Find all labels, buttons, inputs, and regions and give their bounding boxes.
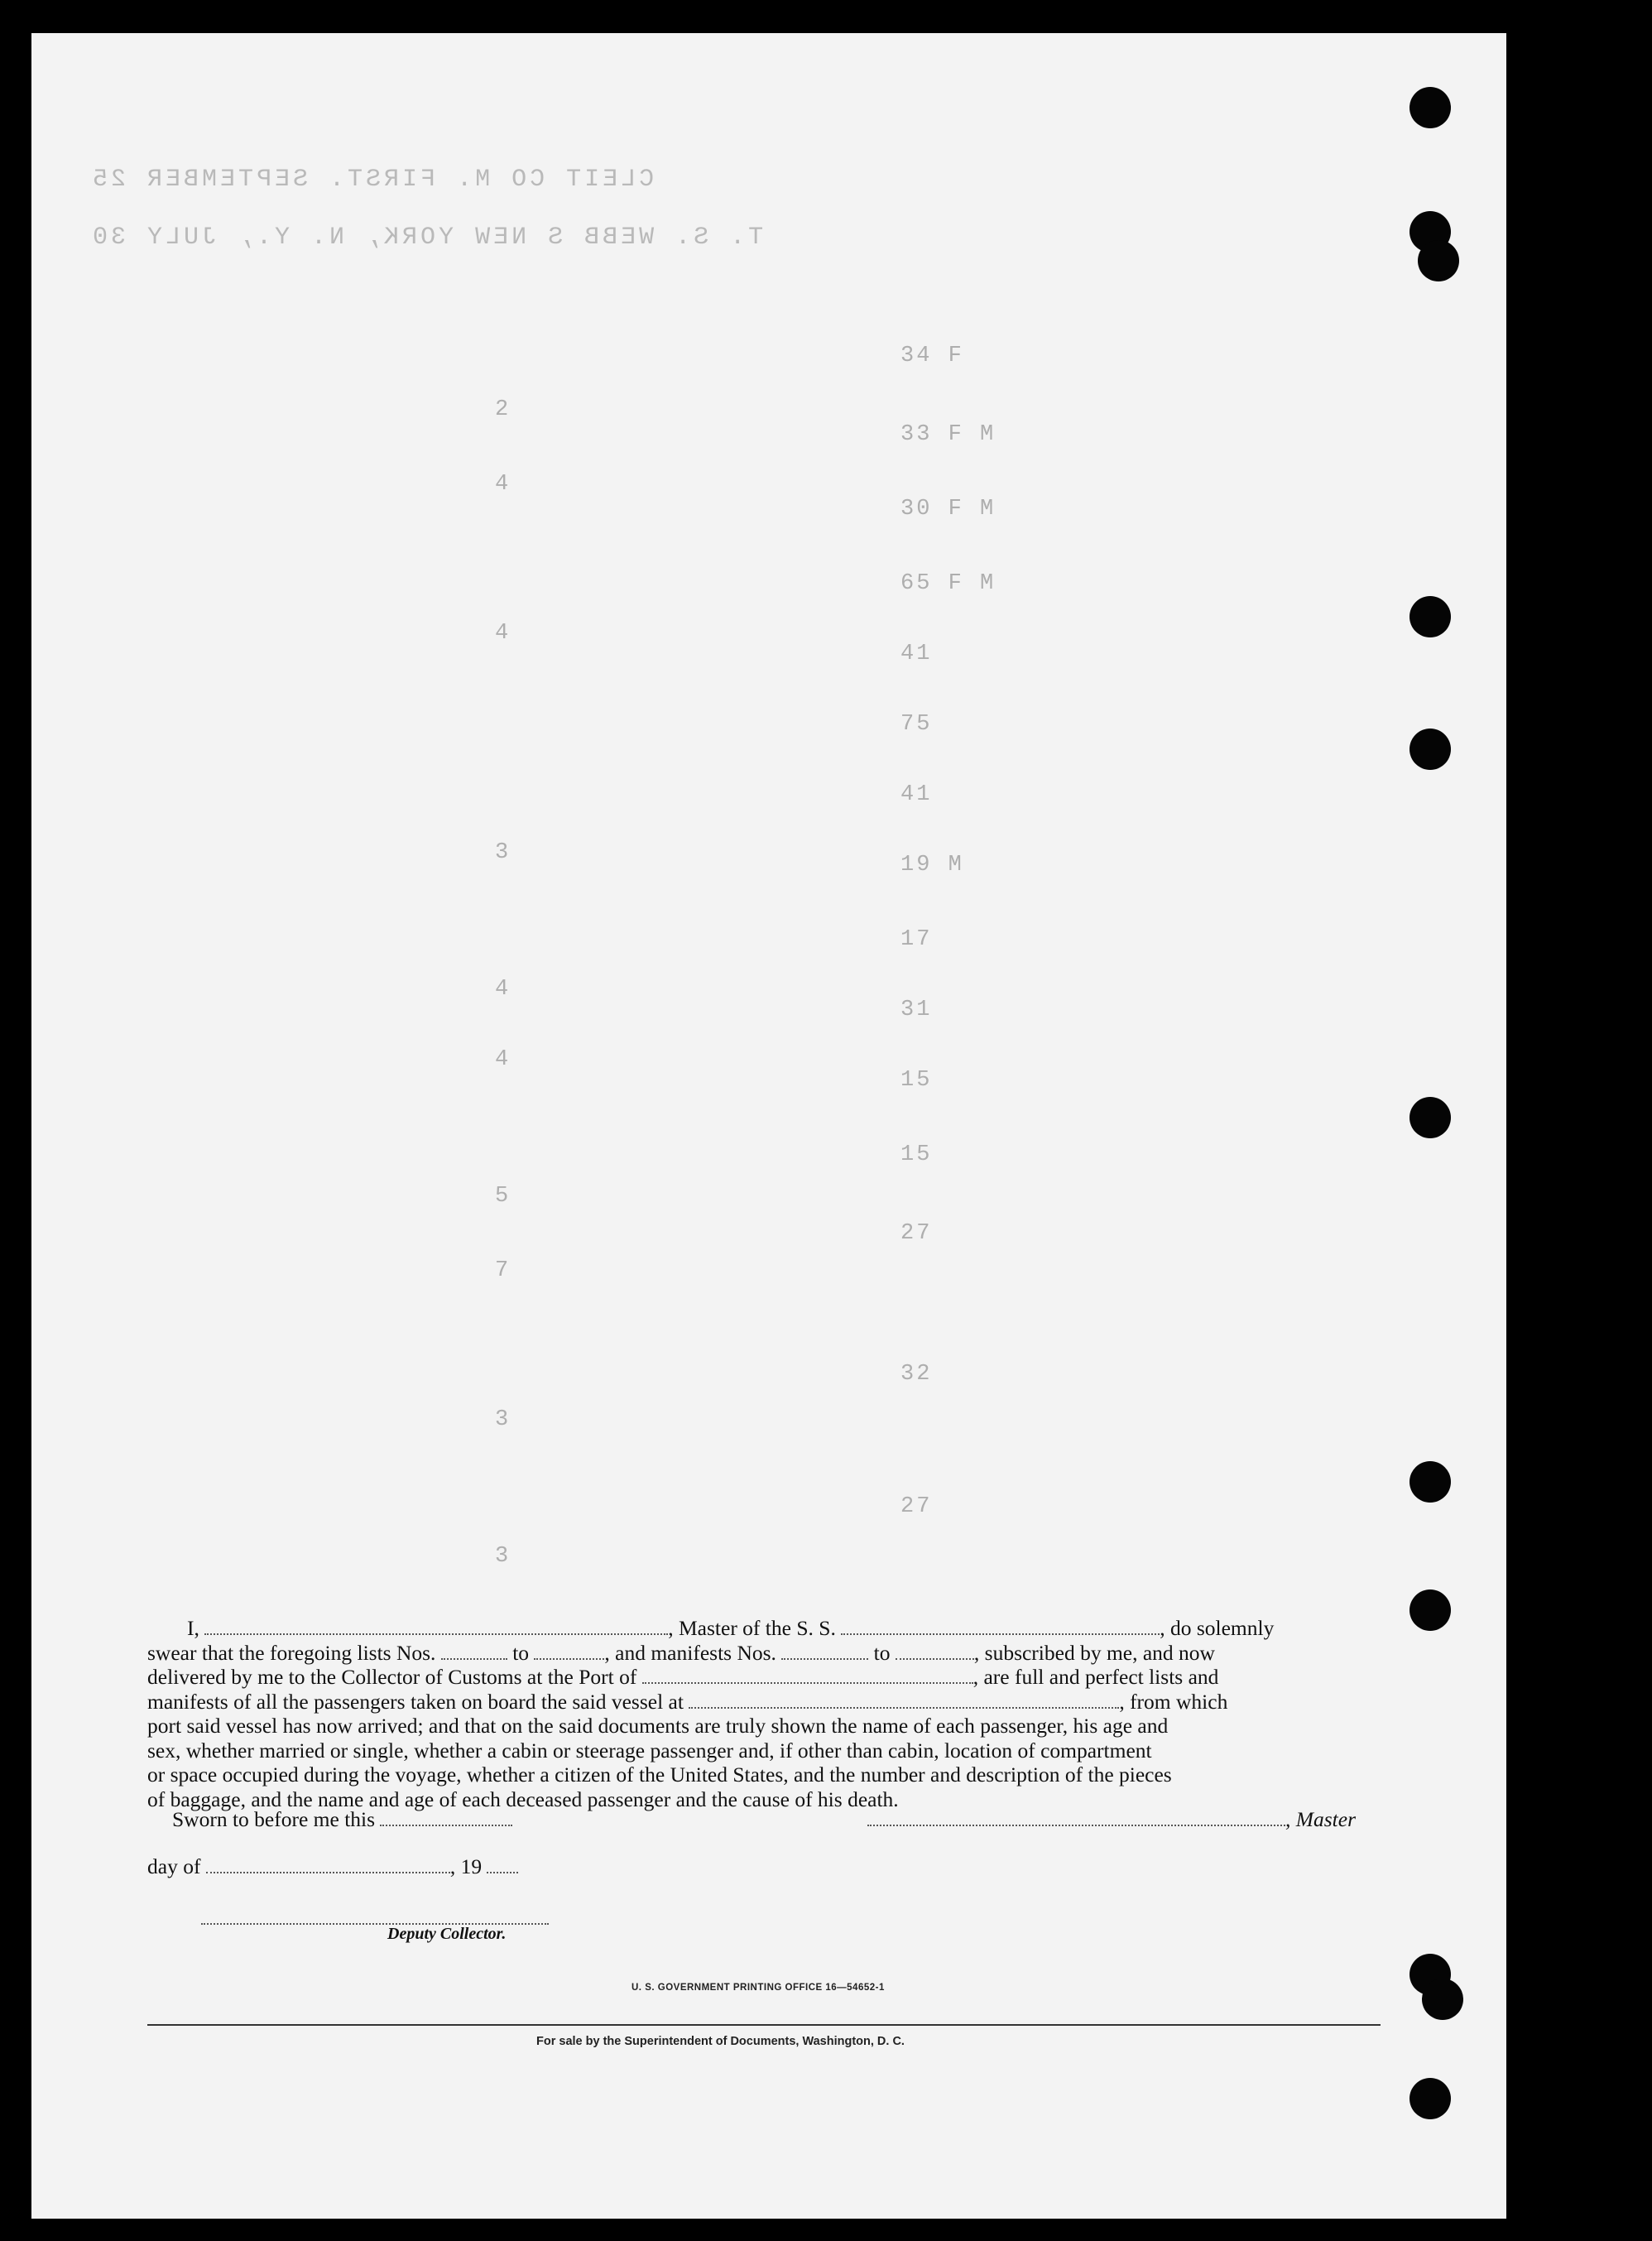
oath-text: , and manifests Nos. — [604, 1640, 776, 1665]
punch-hole — [1409, 1097, 1451, 1138]
bleed-through-age-sex: 41 — [900, 782, 933, 807]
bleed-through-line-number: 4 — [495, 1047, 511, 1072]
sworn-date-field[interactable] — [380, 1825, 512, 1826]
punch-hole — [1409, 1589, 1451, 1631]
master-signature-line — [867, 1807, 1356, 1832]
oath-line — [147, 1641, 1414, 1666]
bleed-through-line-number: 7 — [495, 1258, 511, 1283]
year-field[interactable] — [487, 1872, 518, 1873]
departure-port-field[interactable] — [689, 1707, 1119, 1709]
punch-hole — [1409, 596, 1451, 637]
bleed-through-line-number: 3 — [495, 840, 511, 865]
bleed-through-age-sex: 15 — [900, 1068, 933, 1093]
bleed-through-age-sex: 17 — [900, 927, 933, 952]
bleed-through-age-sex: 75 — [900, 712, 933, 737]
master-signature-field[interactable] — [867, 1825, 1285, 1826]
sworn-label: Sworn to before me this — [172, 1807, 376, 1831]
bleed-through-header-2: T. S. WEBB S NEW YORK, N. Y., JULY 30 — [89, 224, 764, 252]
oath-text: delivered by me to the Collector of Customs at the Port of — [147, 1665, 637, 1689]
day-of-line — [147, 1854, 518, 1879]
bleed-through-age-sex: 15 — [900, 1142, 933, 1167]
oath-text: to — [873, 1640, 891, 1665]
punch-hole — [1422, 1979, 1463, 2020]
oath-text: , from which — [1119, 1689, 1228, 1714]
punch-hole — [1409, 87, 1451, 128]
deputy-collector-label: Deputy Collector. — [387, 1925, 507, 1943]
footer-rule — [147, 2024, 1381, 2026]
bleed-through-age-sex: 27 — [900, 1221, 933, 1246]
oath-line — [147, 1616, 1414, 1641]
master-oath — [147, 1616, 1414, 1811]
bleed-through-line-number: 5 — [495, 1184, 511, 1209]
bleed-through-age-sex: 19 M — [900, 853, 964, 878]
oath-line: port said vessel has now arrived; and that on the said documents are truly shown the name of each passenger, his age and — [147, 1714, 1169, 1738]
oath-text: , subscribed by me, and now — [973, 1640, 1215, 1665]
oath-line: sex, whether married or single, whether a cabin or steerage passenger and, if other than cabin, location of compartment — [147, 1738, 1152, 1763]
manifests-to-field[interactable] — [896, 1658, 974, 1660]
master-label: , Master — [1285, 1807, 1356, 1831]
bleed-through-age-sex: 65 F M — [900, 571, 996, 596]
bleed-through-line-number: 2 — [495, 397, 511, 422]
manifests-from-field[interactable] — [781, 1658, 868, 1660]
bleed-through-line-number: 4 — [495, 472, 511, 497]
bleed-through-age-sex: 41 — [900, 642, 933, 666]
bleed-through-line-number: 4 — [495, 977, 511, 1002]
oath-line: or space occupied during the voyage, whether a citizen of the United States, and the number and description of the pieces — [147, 1763, 1172, 1787]
year-label: , 19 — [449, 1854, 483, 1878]
bleed-through-age-sex: 34 F — [900, 344, 964, 368]
lists-to-field[interactable] — [534, 1658, 604, 1660]
printing-office-line: U. S. GOVERNMENT PRINTING OFFICE 16—54652-1 — [632, 1983, 885, 1993]
oath-text: manifests of all the passengers taken on board the said vessel at — [147, 1689, 684, 1714]
bleed-through-line-number: 3 — [495, 1407, 511, 1432]
lists-from-field[interactable] — [441, 1658, 507, 1660]
bleed-through-age-sex: 32 — [900, 1362, 933, 1387]
day-of-month-field[interactable] — [206, 1872, 450, 1873]
oath-text: , are full and perfect lists and — [972, 1665, 1219, 1689]
port-field[interactable] — [642, 1682, 973, 1684]
manifest-page — [31, 33, 1506, 2219]
bleed-through-line-number: 4 — [495, 621, 511, 646]
punch-hole — [1418, 240, 1459, 281]
day-of-label: day of — [147, 1854, 201, 1878]
bleed-through-header-1: CLEIT CO M. FIRST. SEPTEMBER 25 — [89, 166, 655, 194]
punch-hole — [1409, 1461, 1451, 1503]
sworn-line — [172, 1807, 512, 1832]
for-sale-line: For sale by the Superintendent of Documents, Washington, D. C. — [536, 2035, 905, 2048]
oath-text: I, — [187, 1616, 199, 1640]
oath-text: , Master of the S. S. — [668, 1616, 836, 1640]
oath-line — [147, 1690, 1414, 1714]
ship-name-field[interactable] — [841, 1633, 1160, 1635]
bleed-through-line-number: 3 — [495, 1544, 511, 1569]
bleed-through-age-sex: 30 F M — [900, 497, 996, 522]
bleed-through-age-sex: 27 — [900, 1494, 933, 1519]
oath-line: of baggage, and the name and age of each deceased passenger and the cause of his death. — [147, 1787, 899, 1811]
master-name-field[interactable] — [204, 1633, 668, 1635]
oath-text: to — [512, 1640, 530, 1665]
oath-text: , do solemnly — [1160, 1616, 1275, 1640]
punch-hole — [1409, 2078, 1451, 2119]
bleed-through-age-sex: 31 — [900, 998, 933, 1022]
oath-line — [147, 1665, 1414, 1690]
oath-text: swear that the foregoing lists Nos. — [147, 1640, 436, 1665]
bleed-through-age-sex: 33 F M — [900, 422, 996, 447]
punch-hole — [1409, 729, 1451, 770]
